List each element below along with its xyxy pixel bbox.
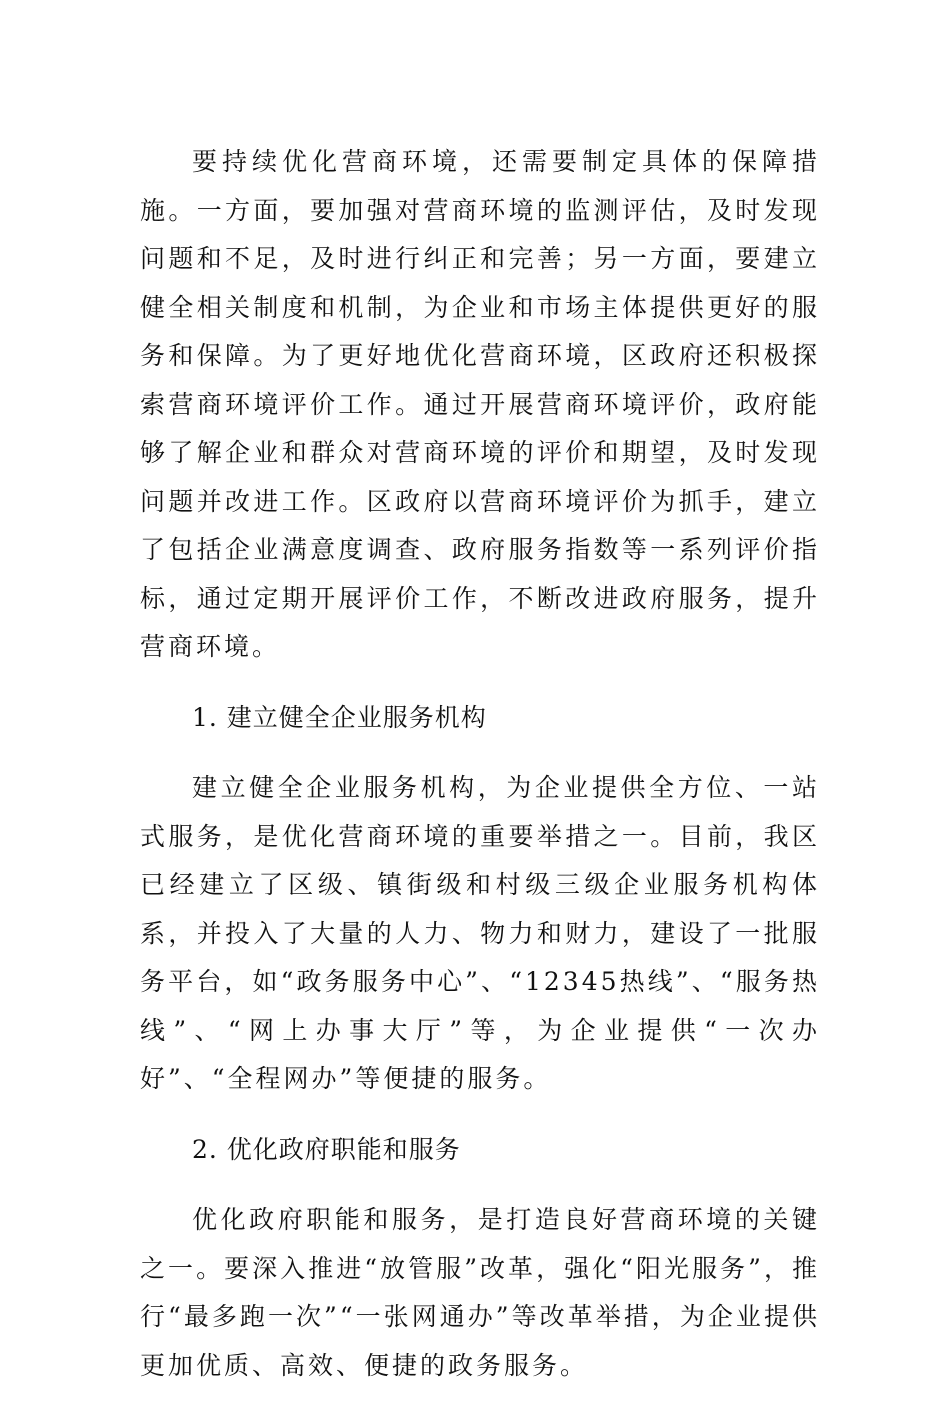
paragraph-government-functions: 优化政府职能和服务，是打造良好营商环境的关键之一。要深入推进“放管服”改革，强化“阳光服务”，推行“最多跑一次”“一张网通办”等改革举措，为企业提供更加优质、高效、便捷的政务服务。 [140, 1205, 820, 1380]
paragraph-business-environment-safeguards: 要持续优化营商环境，还需要制定具体的保障措施。一方面，要加强对营商环境的监测评估，及时发现问题和不足，及时进行纠正和完善；另一方面，要建立健全相关制度和机制，为企业和市场主体提供更好的服务和保障。为了更好地优化营商环境，区政府还积极探索营商环境评价工作。通过开展营商环境评价，政府能够了解企业和群众对营商环境的评价和期望，及时发现问题并改进工作。区政府以营商环境评价为抓手，建立了包括企业满意度调查、政府服务指数等一系列评价指标，通过定期开展评价工作，不断改进政府服务，提升营商环境。 [140, 147, 820, 661]
section-heading-enterprise-service-institutions: 1. 建立健全企业服务机构 [192, 702, 487, 732]
document-body [140, 138, 820, 1412]
section-heading-government-functions: 2. 优化政府职能和服务 [192, 1134, 461, 1164]
paragraph-enterprise-service-institutions: 建立健全企业服务机构，为企业提供全方位、一站式服务，是优化营商环境的重要举措之一。目前，我区已经建立了区级、镇街级和村级三级企业服务机构体系，并投入了大量的人力、物力和财力，建设了一批服务平台，如“政务服务中心”、“12345热线”、“服务热线”、“网上办事大厅”等，为企业提供“一次办好”、“全程网办”等便捷的服务。 [140, 773, 820, 1093]
